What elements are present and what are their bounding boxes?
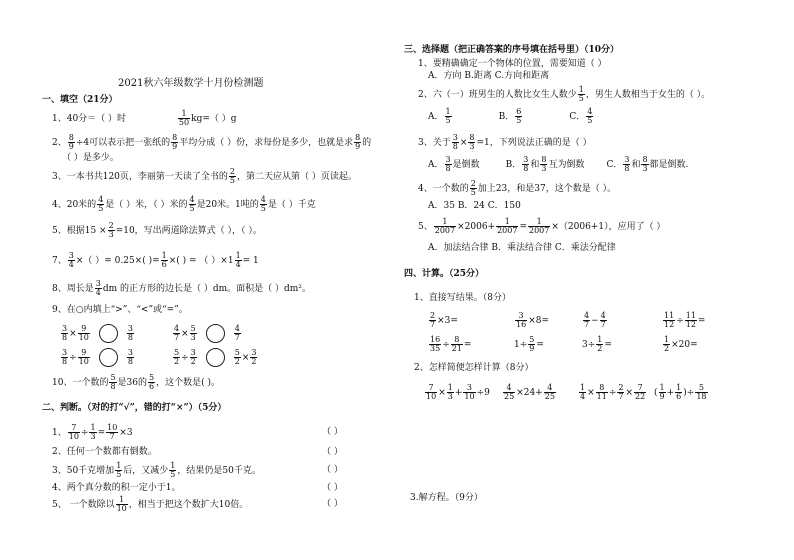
choice-4-options: A．35 B．24 C．150 [428, 201, 521, 211]
compare-circle[interactable] [99, 348, 118, 367]
question-1-9: 9、在○内填上“>”、“<”或“=”。 [52, 305, 188, 315]
choice-5: 5、 $\frac{1}{2007}$ ×2006+ $\frac{1}{2007}$ = $\frac{1}{2007}$ ×（2006+1），应用了（ ） [418, 217, 666, 235]
question-1-8: 8、周长是 $\frac{3}{4}$ dm 的正方形的边长是（ ）dm。面积是（ ）dm²。 [52, 279, 311, 297]
calc-item: $\frac{3}{16}$ ×8= [516, 311, 549, 329]
compare-circle[interactable] [206, 324, 225, 343]
question-1-1: 1、40分＝（ ）时 $\frac{1}{50}$ kg=（ ）g [52, 109, 237, 127]
compare-circle[interactable] [99, 324, 118, 343]
choice-5-options: A．加法结合律 B．乘法结合律 C．乘法分配律 [428, 243, 616, 253]
judge-4: 4、两个真分数的积一定小于1。 [52, 483, 181, 493]
choice-1: 1、要精确确定一个物体的位置，需要知道（ ） [418, 59, 607, 69]
compare-circle[interactable] [206, 348, 225, 367]
answer-paren[interactable]: （ ） [322, 447, 343, 457]
calc-simple-item: $\frac{7}{10}$ × $\frac{1}{3}$ + $\frac{3}{10}$ ÷9 [426, 383, 490, 401]
calc-sub-2: 2、怎样简便怎样计算（8分） [414, 363, 534, 373]
judge-3: 3、50千克增加 $\frac{1}{5}$ 后，又减少 $\frac{1}{5}$ ，结果仍是50千克。 [52, 461, 261, 479]
answer-paren[interactable]: （ ） [322, 465, 343, 475]
calc-sub-1: 1、直接写结果。（8分） [414, 293, 511, 303]
question-1-7: 7、 $\frac{3}{4}$ ×（ ）= 0.25×( )= $\frac{1}{6}$ ×( ) = （ ）×1 $\frac{1}{4}$ = 1 [52, 251, 259, 269]
question-1-10: 10、一个数的 $\frac{5}{8}$ 是36的 $\frac{5}{6}$ ，这个数是( )。 [52, 373, 220, 391]
question-1-5: 5、根据15 × $\frac{2}{3}$ =10，写出两道除法算式（ ），（ ）。 [52, 221, 262, 239]
judge-5: 5、 一个数除以 $\frac{1}{10}$ ，相当于把这个数扩大10倍。 [52, 495, 249, 513]
choice-2: 2、六（一）班男生的人数比女生人数少 $\frac{1}{5}$ ，男生人数相当于女生的（ ）。 [418, 85, 711, 103]
choice-1-options: A．方向 B.距离 C.方向和距离 [428, 71, 550, 81]
calc-item: $\frac{2}{7}$ ×3= [430, 311, 458, 329]
calc-simple-item: ( $\frac{1}{9}$ + $\frac{1}{6}$ )÷ $\frac{5}{18}$ [654, 383, 707, 401]
page-title: 2021秋六年级数学十月份检测题 [118, 78, 264, 89]
choice-2-options: A． $\frac{1}{5}$ B． $\frac{6}{5}$ C． $\frac{4}{5}$ [428, 107, 593, 125]
calc-simple-item: $\frac{4}{25}$ ×24+ $\frac{4}{25}$ [504, 383, 555, 401]
question-1-2: 2、 $\frac{8}{9}$ ÷4可以表示把一张纸的 $\frac{8}{9}$ 平均分成（ ）份，求每份是多少，也就是求 $\frac{8}{9}$ 的 [52, 133, 372, 151]
choice-3: 3、关于 $\frac{3}{8}$ × $\frac{8}{3}$ =1，下列说法正确的是（ ） [418, 133, 592, 151]
calc-item: $\frac{11}{12}$ ÷ $\frac{11}{12}$ = [664, 311, 706, 329]
choice-4: 4、一个数的 $\frac{2}{5}$ 加上23，和是37，这个数是（ ）。 [418, 179, 617, 197]
calc-simple-item: $\frac{1}{4}$ × $\frac{8}{11}$ ÷ $\frac{2}{7}$ × $\frac{7}{22}$ [580, 383, 646, 401]
calc-item: 1÷ $\frac{5}{9}$ = [514, 335, 544, 353]
compare-row-1: $\frac{3}{8}$ × $\frac{9}{10}$ $\frac{3}{8}$ [62, 324, 133, 342]
calc-item: 3÷ $\frac{1}{2}$ = [582, 335, 612, 353]
judge-2: 2、任何一个数都有倒数。 [52, 447, 157, 457]
compare-row-2: $\frac{3}{8}$ ÷ $\frac{9}{10}$ $\frac{3}{8}$ [62, 348, 133, 366]
section-heading-calc: 四、计算。（25分） [404, 269, 485, 279]
question-1-3: 3、一本书共120页，李丽第一天读了全书的 $\frac{2}{5}$ ，第二天应从第（ ）页读起。 [52, 167, 357, 185]
question-1-4: 4、20米的 $\frac{4}{5}$ 是（ ）米，（ ）米的 $\frac{4}{5}$ 是20米。1吨的 $\frac{4}{5}$ 是（ ）千克 [52, 195, 316, 213]
answer-paren[interactable]: （ ） [322, 499, 343, 509]
calc-item: $\frac{4}{7}$ − $\frac{4}{7}$ [584, 311, 606, 329]
choice-3-options: A． $\frac{3}{8}$ 是倒数 B． $\frac{3}{8}$ 和 $\frac{8}{3}$ 互为倒数 C． $\frac{3}{8}$ 和 $\frac{8}{3}$ 都是倒数. [428, 155, 689, 173]
section-heading-judge: 二、判断。（对的打“√”，错的打“×”）（5分） [42, 403, 227, 413]
answer-paren[interactable]: （ ） [322, 427, 343, 437]
section-heading-choice: 三、选择题（把正确答案的序号填在括号里）（10分） [404, 45, 620, 55]
calc-sub-3: 3.解方程。（9分） [410, 493, 483, 503]
calc-item: $\frac{1}{2}$ ×20= [664, 335, 698, 353]
section-heading-fill-in: 一、填空（21分） [42, 95, 118, 105]
question-1-2-cont: （ ）是多少。 [62, 153, 119, 163]
compare-row-1b: $\frac{4}{7}$ × $\frac{5}{3}$ $\frac{4}{7}$ [174, 324, 240, 342]
judge-1: 1、 $\frac{7}{10}$ ÷ $\frac{1}{3}$ = $\frac{10}{7}$ ×3 [52, 423, 133, 441]
calc-item: $\frac{16}{35}$ ÷ $\frac{8}{21}$ = [430, 335, 472, 353]
compare-row-2b: $\frac{5}{2}$ ÷ $\frac{3}{2}$ $\frac{5}{2}$ × $\frac{3}{2}$ [174, 348, 257, 366]
answer-paren[interactable]: （ ） [322, 483, 343, 493]
